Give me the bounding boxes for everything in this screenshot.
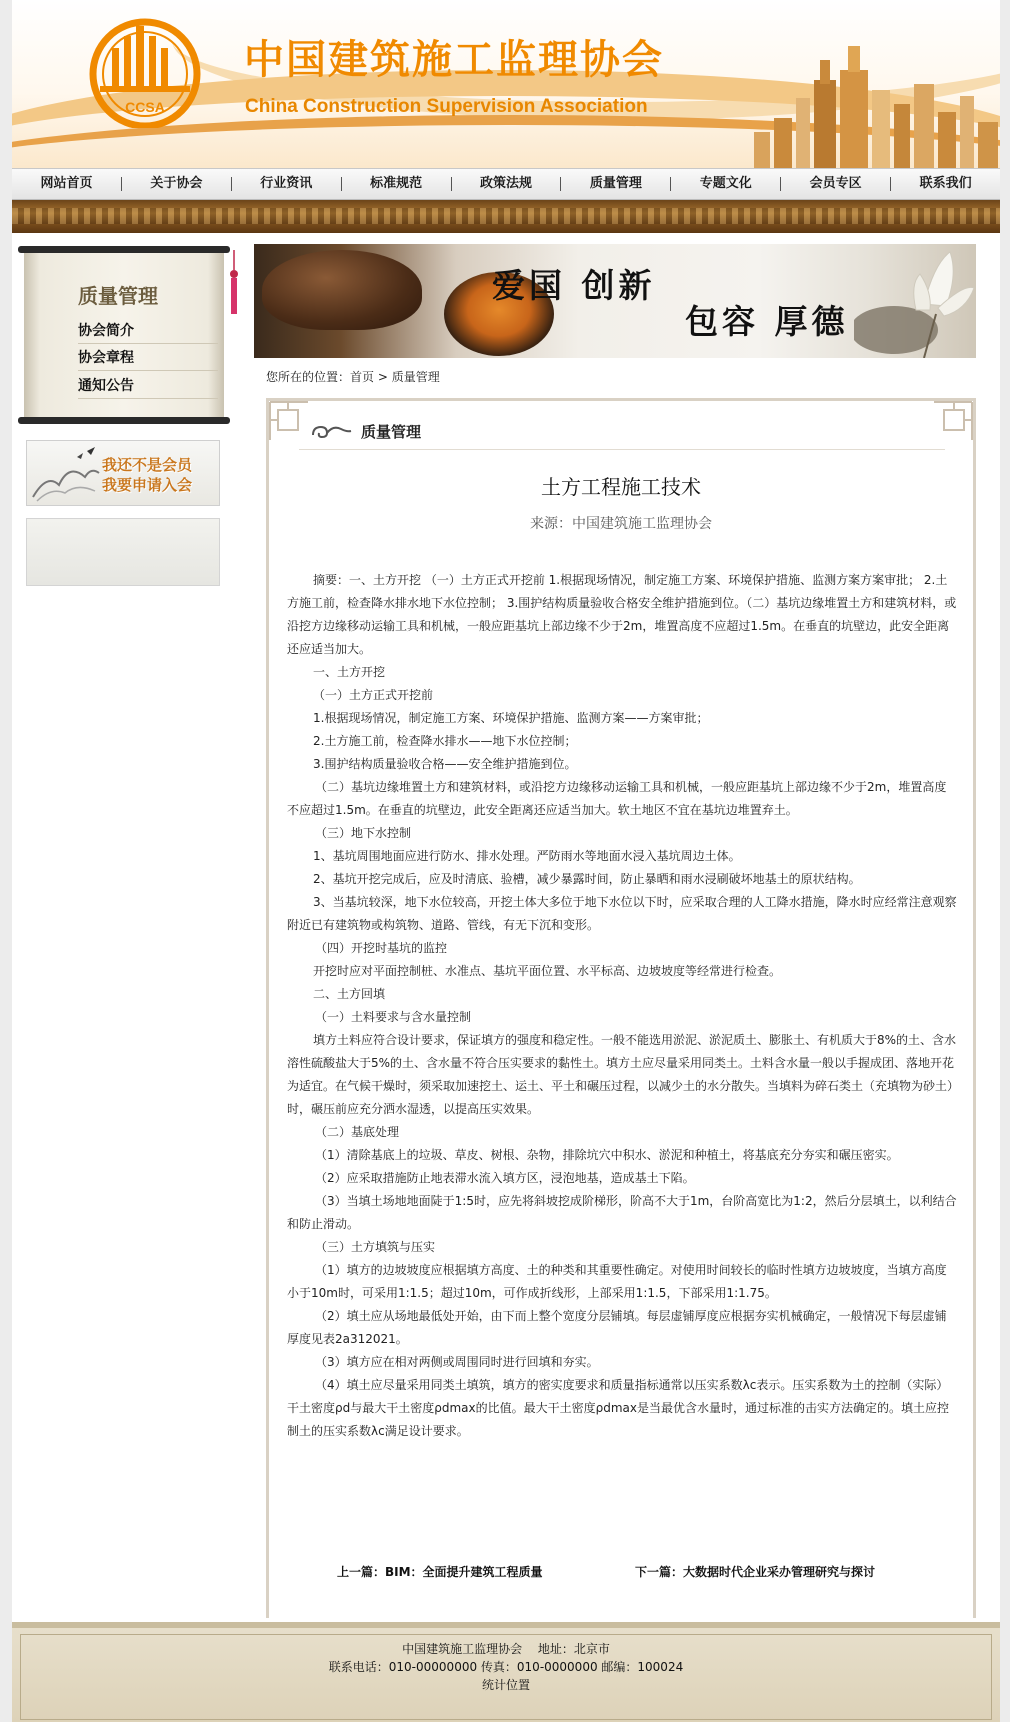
article-paragraph: 1.根据现场情况，制定施工方案、环境保护措施、监测方案——方案审批； xyxy=(313,711,709,725)
article-paragraph: 1、基坑周围地面应进行防水、排水处理。严防雨水等地面水浸入基坑周边土体。 xyxy=(313,849,741,863)
nav-item-policies[interactable]: 政策法规 xyxy=(452,177,562,191)
article-paragraph: （一）土料要求与含水量控制 xyxy=(315,1010,472,1024)
member-line2: 我要申请入会 xyxy=(102,476,193,494)
scroll-rod xyxy=(18,246,230,253)
sidebar-item-intro[interactable]: 协会简介 xyxy=(78,320,218,344)
article-paragraph: （1）清除基底上的垃圾、草皮、树根、杂物，排除坑穴中积水、淤泥和种植土，将基底充分夯实和碾压密实。 xyxy=(315,1148,899,1162)
skyline-illustration xyxy=(744,40,1000,168)
nav-item-quality[interactable]: 质量管理 xyxy=(561,177,671,191)
article-paragraph: 二、土方回填 xyxy=(313,987,386,1001)
article-title: 土方工程施工技术 xyxy=(541,475,701,499)
next-article-link[interactable]: 下一篇：大数据时代企业采办管理研究与探讨 xyxy=(635,1565,876,1579)
nav-item-news[interactable]: 行业资讯 xyxy=(232,177,342,191)
nav-item-culture[interactable]: 专题文化 xyxy=(671,177,781,191)
site-footer xyxy=(12,1622,1000,1722)
footer-address: 中国建筑施工监理协会 地址：北京市 xyxy=(402,1642,610,1656)
article-paragraph: 3.围护结构质量验收合格——安全维护措施到位。 xyxy=(313,757,577,771)
teapot-image xyxy=(262,250,422,330)
nav-item-standards[interactable]: 标准规范 xyxy=(342,177,452,191)
site-title-cn: 中国建筑施工监理协会 xyxy=(244,37,664,83)
divider xyxy=(299,449,945,450)
article-paragraph: （三）地下水控制 xyxy=(315,826,412,840)
article-paragraph: 开挖时应对平面控制桩、水准点、基坑平面位置、水平标高、边坡坡度等经常进行检查。 xyxy=(313,964,782,978)
site-header xyxy=(12,0,1000,168)
article-paragraph: （二）基底处理 xyxy=(315,1125,400,1139)
article-paragraph: （2）填土应从场地最低处开始，由下而上整个宽度分层铺填。每层虚铺厚度应根据夯实机械确定，一般情况下每层虚铺厚度见表2a312021。 xyxy=(287,1309,947,1346)
article-paragraph: （3）填方应在相对两侧或周围同时进行回填和夯实。 xyxy=(315,1355,599,1369)
ink-bird-icon xyxy=(29,443,101,503)
main-nav xyxy=(12,168,1000,200)
breadcrumb-separator: > xyxy=(374,370,392,384)
sidebar-item-charter[interactable]: 协会章程 xyxy=(78,347,218,371)
site-title-en: China Construction Supervision Association xyxy=(245,96,648,117)
tassel-icon xyxy=(229,250,239,316)
svg-text:CCSA: CCSA xyxy=(125,99,165,115)
member-line1: 我还不是会员 xyxy=(102,456,193,474)
banner-slogan-1: 爱国 创新 xyxy=(492,266,656,305)
article-paragraph: （4）填土应尽量采用同类土填筑，填方的密实度要求和质量指标通常以压实系数λc表示。压实系数为土的控制（实际）干土密度ρd与最大干土密度ρdmax的比值。最大干土密度ρdmax是当最优含水量时，通过标准的击实方法确定的。填土应控制土的压实系数λc满足设计要求。 xyxy=(287,1378,949,1438)
member-apply-banner[interactable] xyxy=(26,440,220,506)
nav-item-about[interactable]: 关于协会 xyxy=(122,177,232,191)
lotus-image xyxy=(854,244,976,358)
article-source: 来源：中国建筑施工监理协会 xyxy=(530,516,712,532)
breadcrumb xyxy=(266,368,440,385)
breadcrumb-prefix: 您所在的位置： xyxy=(266,370,351,384)
prev-article-link[interactable]: 上一篇：BIM：全面提升建筑工程质量 xyxy=(337,1565,543,1579)
nav-decorative-band xyxy=(12,200,1000,233)
scroll-rod xyxy=(18,417,230,424)
article-paragraph: 摘要：一、土方开挖 （一）土方正式开挖前 1.根据现场情况，制定施工方案、环境保护措施、监测方案方案审批； 2.土方施工前，检查降水排水地下水位控制； 3.围护结构质量验收合格安全维护措施到位。（二）基坑边缘堆置土方和建筑材料，或沿挖方边缘移动运输工具和机械，一般应距基坑上部边缘不少于2m，堆置高度不应超过1.5m。在垂直的坑壁边，此安全距离还应适当加大。 xyxy=(287,573,957,656)
article-paragraph: （1）填方的边坡坡度应根据填方高度、土的种类和其重要性确定。对使用时间较长的临时性填方边坡坡度，当填方高度小于10m时，可采用1:1.5；超过10m，可作成折线形，上部采用1:1.5，下部采用1:1.75。 xyxy=(287,1263,947,1300)
article-paragraph: （2）应采取措施防止地表滞水流入填方区，浸泡地基，造成基土下陷。 xyxy=(315,1171,695,1185)
breadcrumb-current[interactable]: 质量管理 xyxy=(391,370,440,384)
nav-item-members[interactable]: 会员专区 xyxy=(781,177,891,191)
article-paragraph: 3、当基坑较深，地下水位较高，开挖土体大多位于地下水位以下时，应采取合理的人工降水措施，降水时应经常注意观察附近已有建筑物或构筑物、道路、管线，有无下沉和变形。 xyxy=(287,895,957,932)
article-body xyxy=(287,569,957,1443)
article-paragraph: 一、土方开挖 xyxy=(313,665,386,679)
sidebar-placeholder-box xyxy=(26,518,220,586)
frame-corner-ornament xyxy=(268,400,310,442)
footer-contact: 联系电话：010-00000000 传真：010-0000000 邮编：100024 xyxy=(328,1660,684,1674)
frame-corner-ornament xyxy=(932,400,974,442)
article-paragraph: （四）开挖时基坑的监控 xyxy=(315,941,448,955)
article-frame xyxy=(266,398,976,1618)
article-paragraph: 2.土方施工前，检查降水排水——地下水位控制； xyxy=(313,734,577,748)
sidebar-title: 质量管理 xyxy=(78,284,158,308)
page xyxy=(12,0,1000,1722)
article-paragraph: （三）土方填筑与压实 xyxy=(315,1240,436,1254)
slogan-banner xyxy=(254,244,976,358)
article-paragraph: 2、基坑开挖完成后，应及时清底、验槽，减少暴露时间，防止暴晒和雨水浸刷破坏地基土的原状结构。 xyxy=(313,872,861,886)
article-paragraph: （一）土方正式开挖前 xyxy=(313,688,434,702)
article-paragraph: （3）当填土场地地面陡于1:5时，应先将斜坡挖成阶梯形，阶高不大于1m，台阶高宽比为1:2，然后分层填土，以利结合和防止滑动。 xyxy=(287,1194,957,1231)
nav-item-contact[interactable]: 联系我们 xyxy=(919,176,972,191)
article-paragraph: （二）基坑边缘堆置土方和建筑材料，或沿挖方边缘移动运输工具和机械，一般应距基坑上部边缘不少于2m，堆置高度不应超过1.5m。在垂直的坑壁边，此安全距离还应适当加大。软土地区不宜在基坑边堆置弃土。 xyxy=(287,780,947,817)
banner-slogan-2: 包容 厚德 xyxy=(685,302,849,341)
sidebar-item-notices[interactable]: 通知公告 xyxy=(78,375,218,399)
cloud-swirl-icon xyxy=(309,423,353,441)
breadcrumb-home-link[interactable]: 首页 xyxy=(350,370,375,384)
nav-item-home[interactable]: 网站首页 xyxy=(12,177,122,191)
article-paragraph: 填方土料应符合设计要求，保证填方的强度和稳定性。一般不能选用淤泥、淤泥质土、膨胀土、有机质大于8%的土、含水溶性硫酸盐大于5%的土、含水量不符合压实要求的黏性土。填方土应尽量采用同类土。土料含水量一般以手握成团、落地开花为适宜。在气候干燥时，须采取加速挖土、运土、平土和碾压过程，以减少土的水分散失。当填料为碎石类土（充填物为砂土）时，碾压前应充分洒水湿透，以提高压实效果。 xyxy=(287,1033,957,1116)
ccsa-logo[interactable] xyxy=(74,16,216,128)
footer-stats-link[interactable]: 统计位置 xyxy=(481,1678,530,1692)
sidebar-menu xyxy=(18,246,230,424)
section-title: 质量管理 xyxy=(361,423,422,441)
